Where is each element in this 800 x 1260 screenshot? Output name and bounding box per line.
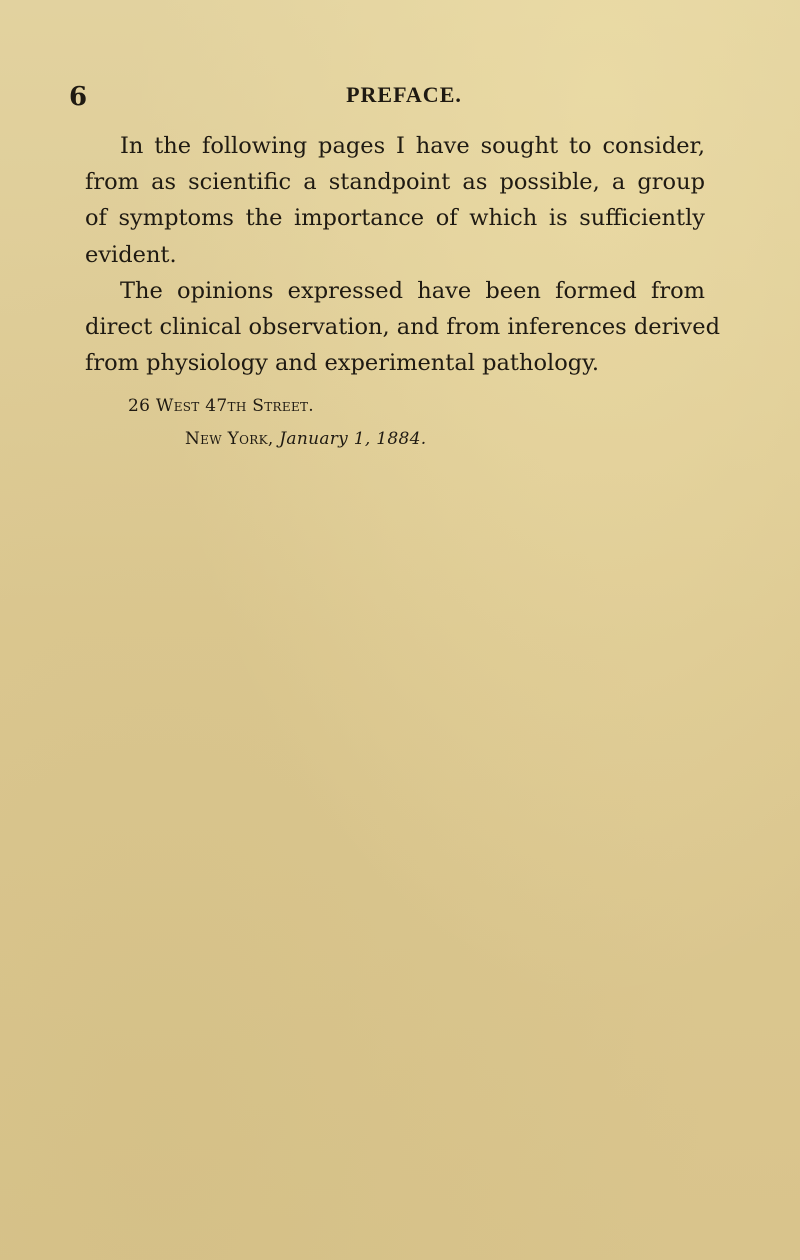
page-number: 6 [69,82,88,112]
paragraph-1-line-3: of symptoms the importance of which is sufficiently [85,205,705,232]
running-head: PREFACE. [346,82,462,107]
paragraph-2-line-1: The opinions expressed have been formed from [120,277,705,304]
paragraph-1-line-2: from as scientific a standpoint as possible, a group [85,169,705,196]
paragraph-1-line-4: evident. [85,241,177,268]
preface-body [85,128,720,381]
paragraph-2-line-2: direct clinical observation, and from inferences derived [85,314,720,341]
paragraph-1-line-1: In the following pages I have sought to consider, [120,133,705,159]
signature-dateline [185,431,426,448]
signature-address: 26 West 47th Street. [128,396,315,416]
signature-city: New York, [185,429,274,449]
paragraph-2-line-3: from physiology and experimental pathology. [85,350,600,377]
signature-date: January 1, 1884. [279,429,427,449]
